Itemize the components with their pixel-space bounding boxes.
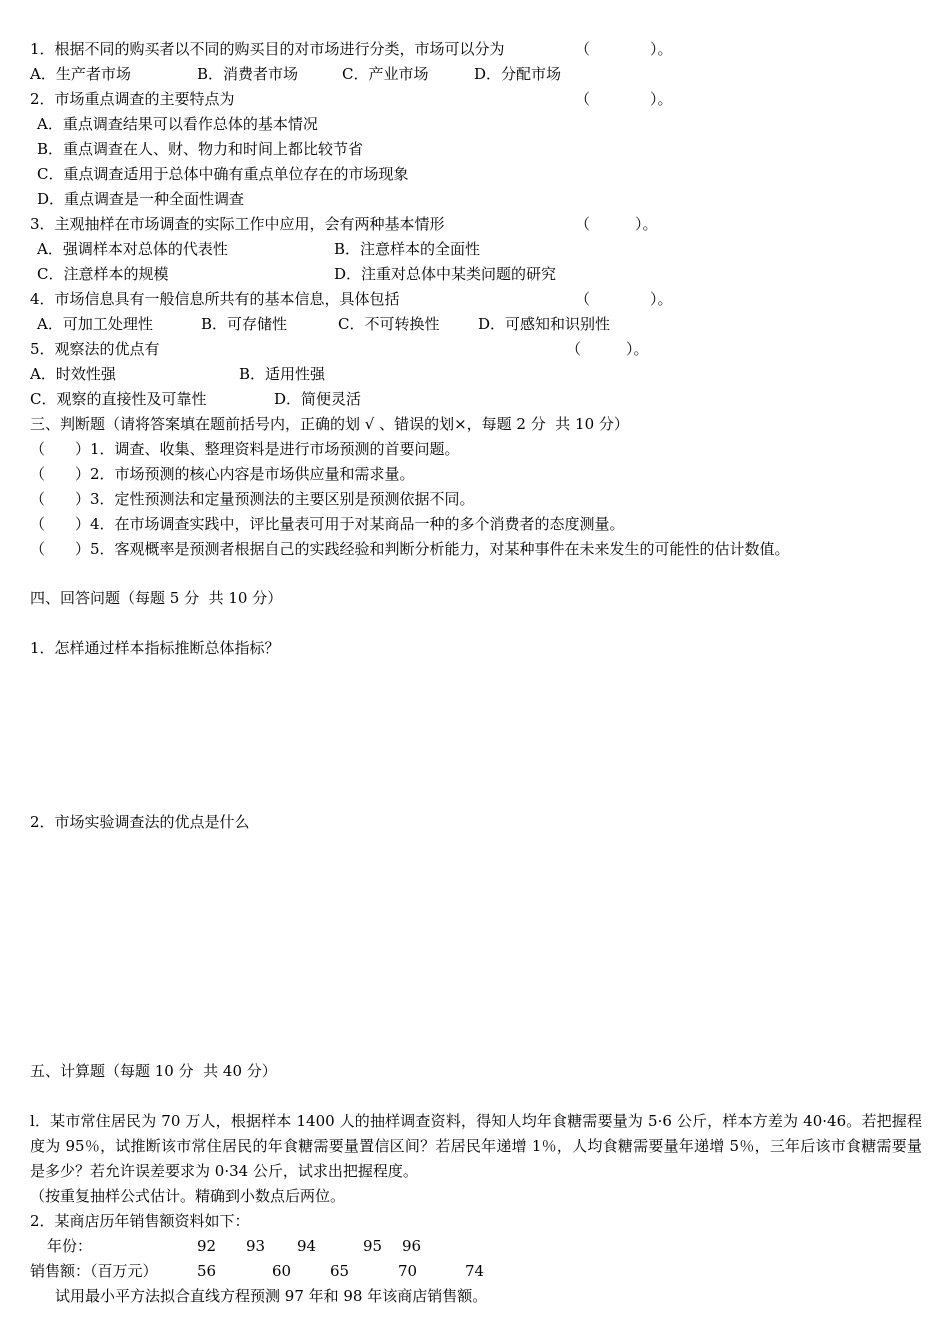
choice-q1-option-c: C．产业市场 bbox=[342, 65, 429, 83]
sales-label: 销售额：（百万元） bbox=[30, 1262, 158, 1280]
choice-q1-paren: （ ）。 bbox=[575, 40, 673, 58]
choice-q3-option-d: D．注重对总体中某类问题的研究 bbox=[334, 265, 557, 283]
year-cell: 95 bbox=[363, 1237, 383, 1255]
choice-q4-option-b: B．可存储性 bbox=[201, 315, 288, 333]
choice-q2-stem: 2．市场重点调查的主要特点为 bbox=[30, 90, 235, 108]
year-cell: 96 bbox=[402, 1237, 422, 1255]
choice-q4-paren: （ ）。 bbox=[575, 290, 673, 308]
choice-q2-option-c: C．重点调查适用于总体中确有重点单位存在的市场现象 bbox=[37, 165, 409, 183]
year-cell: 92 bbox=[197, 1237, 217, 1255]
choice-q2-option-a: A．重点调查结果可以看作总体的基本情况 bbox=[37, 115, 318, 133]
choice-q3-option-a: A．强调样本对总体的代表性 bbox=[37, 240, 228, 258]
judge-item-3: （ ）3．定性预测法和定量预测法的主要区别是预测依据不同。 bbox=[30, 490, 475, 508]
choice-q5-option-a: A．时效性强 bbox=[30, 365, 116, 383]
judge-item-5: （ ）5．客观概率是预测者根据自己的实践经验和判断分析能力，对某种事件在未来发生的可能性的估计数值。 bbox=[30, 540, 790, 558]
sales-cell: 56 bbox=[197, 1262, 217, 1280]
sales-cell: 74 bbox=[465, 1262, 485, 1280]
year-cell: 94 bbox=[297, 1237, 317, 1255]
choice-q4-option-a: A．可加工处理性 bbox=[37, 315, 153, 333]
choice-q5-stem: 5．观察法的优点有 bbox=[30, 340, 160, 358]
choice-q5-option-b: B．适用性强 bbox=[239, 365, 326, 383]
judge-section-header: 三、判断题（请将答案填在题前括号内，正确的划 √ 、错误的划×，每题 2 分 共 10 分） bbox=[30, 415, 629, 433]
calc-q2-text: 2．某商店历年销售额资料如下： bbox=[30, 1212, 250, 1230]
choice-q1-stem: 1．根据不同的购买者以不同的购买目的对市场进行分类，市场可以分为 bbox=[30, 40, 505, 58]
sales-cell: 60 bbox=[272, 1262, 292, 1280]
choice-q4-stem: 4．市场信息具有一般信息所共有的基本信息，具体包括 bbox=[30, 290, 400, 308]
choice-q5-option-d: D．简便灵活 bbox=[274, 390, 362, 408]
choice-q3-paren: （ ）。 bbox=[575, 215, 658, 233]
choice-q3-option-c: C．注意样本的规模 bbox=[37, 265, 169, 283]
choice-q2-option-d: D．重点调查是一种全面性调查 bbox=[37, 190, 245, 208]
calc-section-header: 五、计算题（每题 10 分 共 40 分） bbox=[30, 1062, 277, 1080]
choice-q4-option-c: C．不可转换性 bbox=[338, 315, 440, 333]
year-cell: 93 bbox=[246, 1237, 266, 1255]
choice-q5-option-c: C．观察的直接性及可靠性 bbox=[30, 390, 207, 408]
choice-q3-option-b: B．注意样本的全面性 bbox=[334, 240, 481, 258]
year-label: 年份： bbox=[47, 1237, 93, 1255]
choice-q4-option-d: D．可感知和识别性 bbox=[478, 315, 611, 333]
calc-q2-task: 试用最小平方法拟合直线方程预测 97 年和 98 年该商店销售额。 bbox=[55, 1287, 488, 1305]
sales-cell: 65 bbox=[330, 1262, 350, 1280]
judge-item-1: （ ）1．调查、收集、整理资料是进行市场预测的首要问题。 bbox=[30, 440, 460, 458]
calc-q1-text: l．某市常住居民为 70 万人，根据样本 1400 人的抽样调查资料，得知人均年食糖需要量为 5·6 公斤，样本方差为 40·46。若把握程度为 95％，试推断该市常住居民的年食糖需要量置信区间？若居民年递增 1％，人均食糖需要量年递增 5％，三年后该市食糖需要量是多少？若允许误差要求为 0·34 公斤，试求出把握程度。 bbox=[30, 1112, 922, 1180]
choice-q3-stem: 3．主观抽样在市场调查的实际工作中应用，会有两种基本情形 bbox=[30, 215, 445, 233]
answer-section-header: 四、回答问题（每题 5 分 共 10 分） bbox=[30, 589, 283, 607]
choice-q1-option-d: D．分配市场 bbox=[474, 65, 562, 83]
answer-q2: 2．市场实验调查法的优点是什么 bbox=[30, 813, 250, 831]
calc-q1-note: （按重复抽样公式估计。精确到小数点后两位。 bbox=[30, 1187, 346, 1205]
sales-cell: 70 bbox=[398, 1262, 418, 1280]
choice-q1-option-a: A．生产者市场 bbox=[30, 65, 131, 83]
choice-q2-paren: （ ）。 bbox=[575, 90, 673, 108]
choice-q5-paren: （ ）。 bbox=[566, 340, 649, 358]
choice-q1-option-b: B．消费者市场 bbox=[197, 65, 299, 83]
choice-q2-option-b: B．重点调查在人、财、物力和时间上都比较节省 bbox=[37, 140, 364, 158]
judge-item-4: （ ）4．在市场调查实践中，评比量表可用于对某商品一种的多个消费者的态度测量。 bbox=[30, 515, 625, 533]
answer-q1: 1．怎样通过样本指标推断总体指标？ bbox=[30, 639, 280, 657]
judge-item-2: （ ）2．市场预测的核心内容是市场供应量和需求量。 bbox=[30, 465, 415, 483]
